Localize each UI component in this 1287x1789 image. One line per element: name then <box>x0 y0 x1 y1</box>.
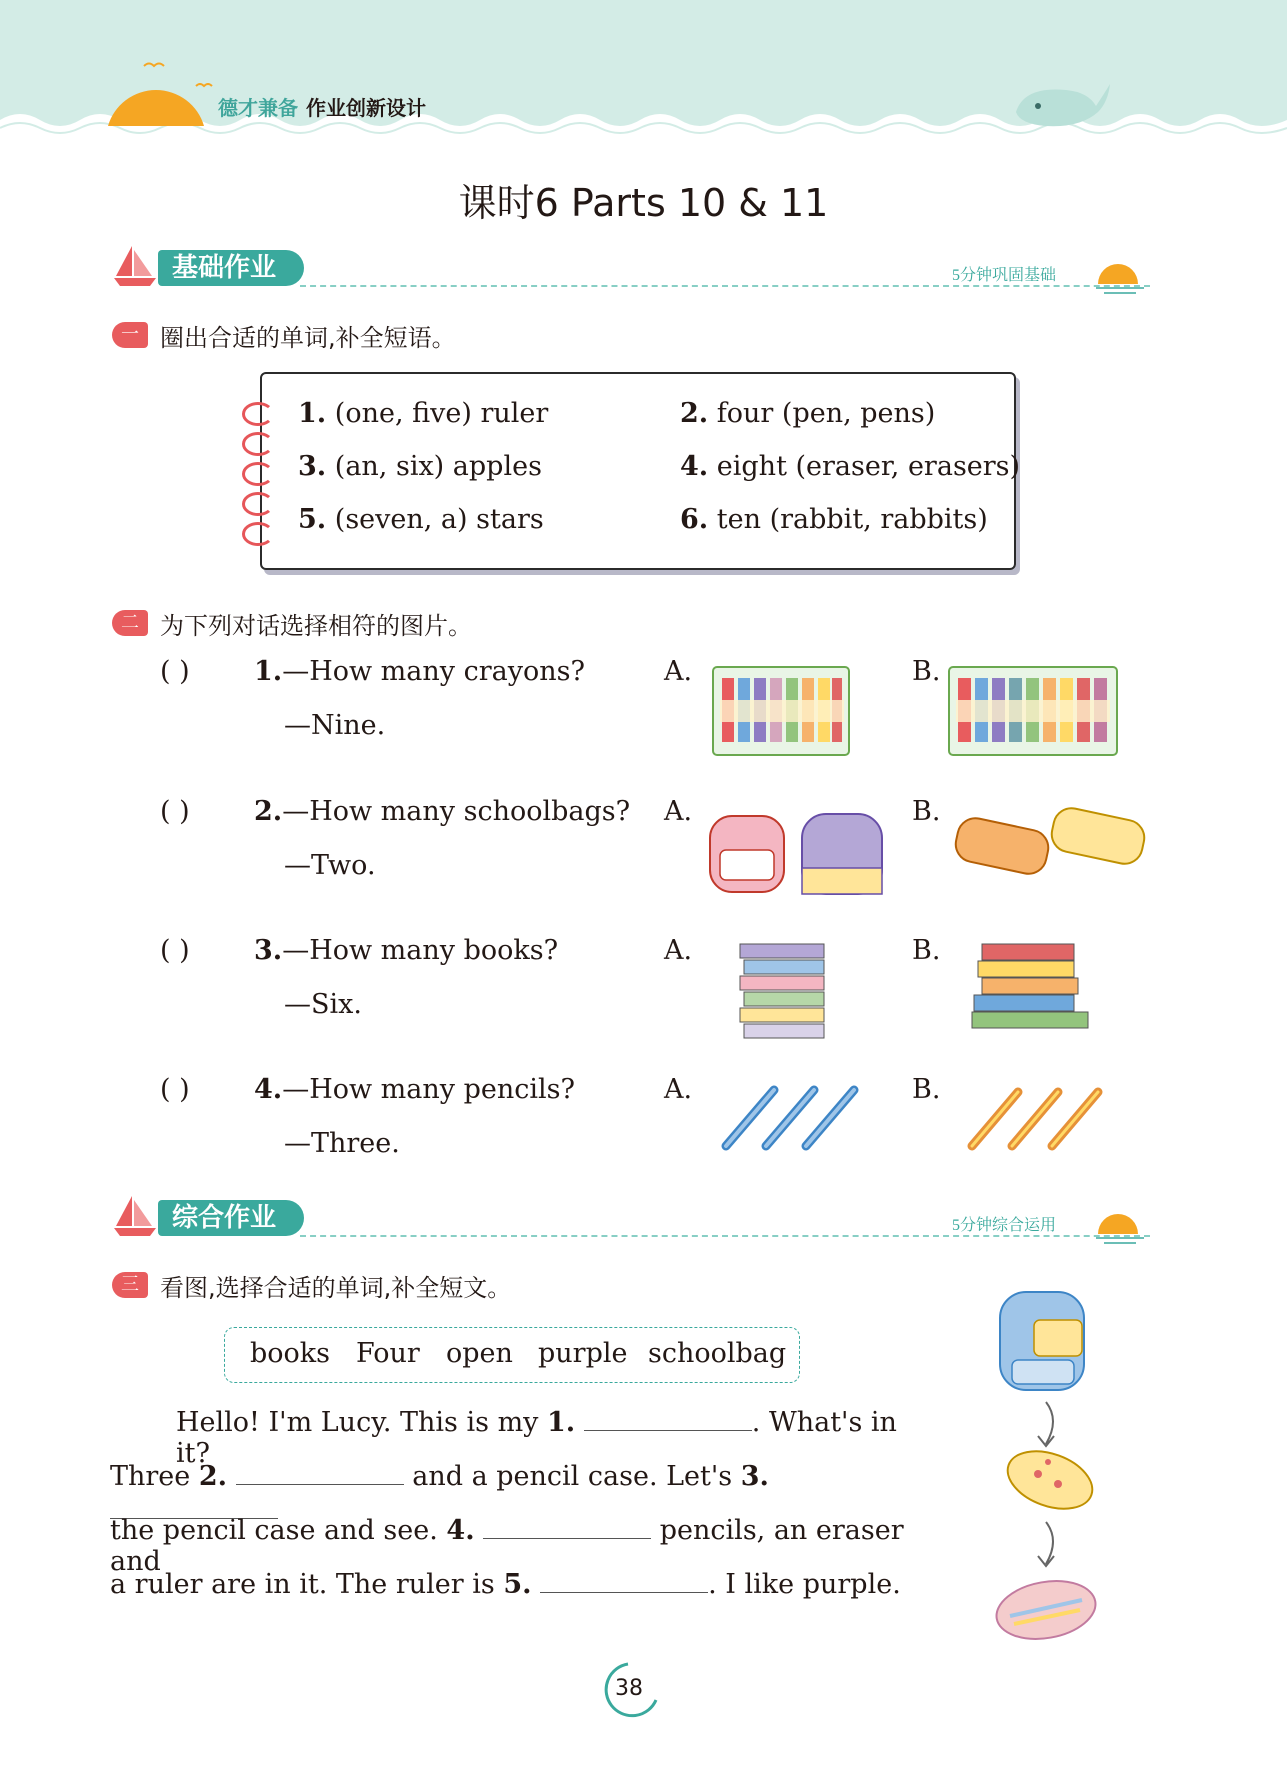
q2-answer-paren[interactable]: ( ) <box>160 1074 190 1105</box>
q2-item-4-answer: —Three. <box>284 1128 400 1159</box>
q1-item-2: 2. four (pen, pens) <box>680 398 936 429</box>
crayon-box-nine-image <box>948 666 1118 756</box>
q2-answer-paren[interactable]: ( ) <box>160 935 190 966</box>
q2-item-4-question: 4.—How many pencils? <box>254 1074 575 1105</box>
passage-line-2: Three 2. and a pencil case. Let's 3. <box>110 1458 928 1526</box>
q2-item-3-answer: —Six. <box>284 989 362 1020</box>
small-sun-icon <box>1094 1202 1148 1246</box>
ring-icon <box>242 402 274 426</box>
q2-item-3-opt-b[interactable]: B. <box>912 935 941 966</box>
q2-item-3-question: 3.—How many books? <box>254 935 559 966</box>
ring-icon <box>242 432 274 456</box>
ring-icon <box>242 522 274 546</box>
q2-item-1-answer: —Nine. <box>284 710 386 741</box>
sailboat-icon <box>112 1194 158 1238</box>
word-bank-item: Four <box>356 1338 420 1369</box>
blank-2[interactable] <box>236 1458 404 1485</box>
q2-item-3-opt-a[interactable]: A. <box>664 935 693 966</box>
small-sun-icon <box>1094 252 1148 296</box>
q3-instruction: 看图,选择合适的单词,补全短文。 <box>160 1274 512 1302</box>
ring-icon <box>242 492 274 516</box>
section-basic-note: 5分钟巩固基础 <box>952 267 1057 284</box>
blank-5[interactable] <box>540 1566 708 1593</box>
section-comprehensive-note: 5分钟综合运用 <box>952 1217 1057 1234</box>
two-schoolbags-image <box>704 800 888 896</box>
arrow-down-icon <box>1026 1520 1066 1570</box>
brand-left: 德才兼备 <box>218 96 298 120</box>
brand <box>218 92 426 121</box>
section-comprehensive-line <box>300 1235 1150 1237</box>
q2-item-4-opt-b[interactable]: B. <box>912 1074 941 1105</box>
q1-item-4: 4. eight (eraser, erasers) <box>680 451 1021 482</box>
page-title: 课时6 Parts 10 & 11 <box>458 181 829 225</box>
q1-item-3: 3. (an, six) apples <box>298 451 542 482</box>
yellow-pencil-case-image <box>1000 1440 1100 1520</box>
q1-item-5: 5. (seven, a) stars <box>298 504 544 535</box>
word-bank-item: schoolbag <box>648 1338 787 1369</box>
passage-line-3: the pencil case and see. 4. pencils, an eraser and <box>110 1512 928 1577</box>
word-bank-item: open <box>446 1338 513 1369</box>
q2-item-2-opt-b[interactable]: B. <box>912 796 941 827</box>
q1-item-1: 1. (one, five) ruler <box>298 398 549 429</box>
passage-line-4: a ruler are in it. The ruler is 5. . I like purple. <box>110 1566 928 1600</box>
q1-badge: 一 <box>112 322 148 348</box>
passage-line-1: Hello! I'm Lucy. This is my 1. . What's in it? <box>176 1404 936 1469</box>
blank-4[interactable] <box>483 1512 651 1539</box>
section-basic-label: 基础作业 <box>158 250 304 286</box>
q2-answer-paren[interactable]: ( ) <box>160 796 190 827</box>
section-basic-line <box>300 285 1150 287</box>
q2-item-1-opt-a[interactable]: A. <box>664 656 693 687</box>
q2-item-1-opt-b[interactable]: B. <box>912 656 941 687</box>
sun-icon <box>104 60 214 130</box>
q1-instruction: 圈出合适的单词,补全短语。 <box>160 324 456 352</box>
q2-badge: 二 <box>112 610 148 636</box>
open-pencil-case-image <box>990 1566 1102 1650</box>
three-pencils-image <box>960 1082 1110 1154</box>
two-pencil-cases-image <box>952 806 1148 882</box>
q1-item-6: 6. ten (rabbit, rabbits) <box>680 504 988 535</box>
q2-item-2-opt-a[interactable]: A. <box>664 796 693 827</box>
six-books-image <box>736 940 832 1040</box>
q3-badge: 三 <box>112 1272 148 1298</box>
q2-item-2-answer: —Two. <box>284 850 376 881</box>
five-books-image <box>968 940 1092 1030</box>
crayon-box-eight-image <box>712 666 850 756</box>
blank-1[interactable] <box>584 1404 752 1431</box>
ring-icon <box>242 462 274 486</box>
q2-instruction: 为下列对话选择相符的图片。 <box>160 612 472 640</box>
blue-schoolbag-image <box>990 1280 1110 1400</box>
sailboat-icon <box>112 244 158 288</box>
three-pens-image <box>712 1082 864 1154</box>
page-number: 38 <box>615 1676 643 1701</box>
q2-item-1-question: 1.—How many crayons? <box>254 656 585 687</box>
word-bank-item: books <box>250 1338 331 1369</box>
q2-answer-paren[interactable]: ( ) <box>160 656 190 687</box>
whale-icon <box>1010 76 1114 132</box>
brand-right: 作业创新设计 <box>306 96 426 120</box>
section-comprehensive-label: 综合作业 <box>158 1200 304 1236</box>
word-bank-item: purple <box>538 1338 628 1369</box>
q2-item-2-question: 2.—How many schoolbags? <box>254 796 631 827</box>
q2-item-4-opt-a[interactable]: A. <box>664 1074 693 1105</box>
